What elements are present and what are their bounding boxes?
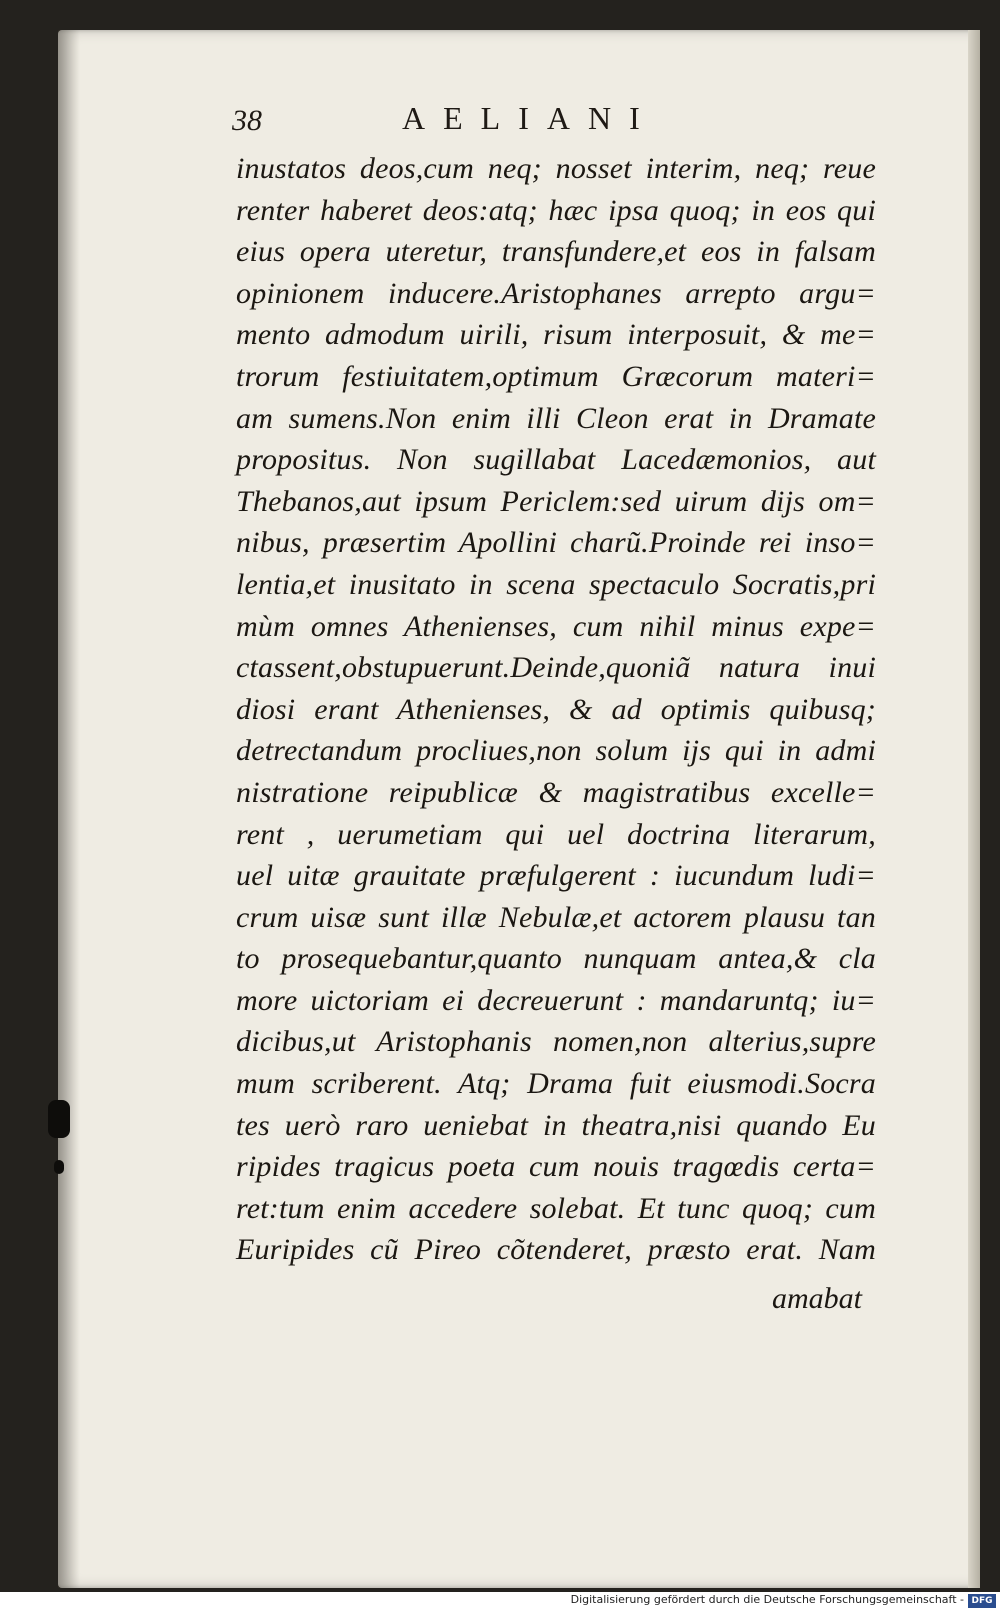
text-line: mento admodum uirili, risum interposuit, & me= [236, 318, 876, 352]
body-text [236, 148, 876, 1271]
text-line: mùm omnes Athenienses, cum nihil minus expe= [236, 609, 876, 643]
text-line: lentia,et inusitato in scena spectaculo Socratis,pri [236, 567, 876, 601]
text-line: to prosequebantur,quanto nunquam antea,& cla [236, 942, 876, 976]
footer-bar [0, 1592, 1000, 1611]
spine-shadow [58, 30, 80, 1588]
text-line: eius opera uteretur, transfundere,et eos in falsam [236, 235, 876, 269]
text-line: Euripides cũ Pireo cõtenderet, præsto erat. Nam [236, 1233, 876, 1267]
text-line: nibus, præsertim Apollini charũ.Proinde rei inso= [236, 526, 876, 560]
text-line: propositus. Non sugillabat Lacedæmonios, aut [236, 443, 876, 477]
text-line: inustatos deos,cum neq; nosset interim, neq; reue [236, 152, 876, 185]
dfg-logo: DFG [968, 1594, 996, 1608]
text-line: mum scriberent. Atq; Drama fuit eiusmodi.Socra [236, 1067, 876, 1101]
page-number: 38 [232, 104, 262, 137]
text-line: ripides tragicus poeta cum nouis tragœdis certa= [236, 1150, 876, 1184]
binding-mark [48, 1100, 70, 1138]
text-line: tes uerò raro ueniebat in theatra,nisi quando Eu [236, 1108, 876, 1142]
binding-mark-small [54, 1160, 64, 1174]
text-line: diosi erant Athenienses, & ad optimis quibusq; [236, 692, 876, 726]
text-line: renter haberet deos:atq; hæc ipsa quoq; in eos qui [236, 193, 876, 227]
text-line: dicibus,ut Aristophanis nomen,non alterius,supre [236, 1025, 876, 1059]
text-line: uel uitæ grauitate præfulgerent : iucundum ludi= [236, 859, 876, 893]
funding-credit: Digitalisierung gefördert durch die Deutsche Forschungsgemeinschaft - [570, 1593, 964, 1606]
text-line: ctassent,obstupuerunt.Deinde,quoniã natura inui [236, 651, 876, 685]
running-title: AELIANI [402, 100, 658, 136]
text-line: rent , uerumetiam qui uel doctrina literarum, [236, 817, 876, 851]
text-line: more uictoriam ei decreuerunt : mandaruntq; iu= [236, 983, 876, 1017]
text-line: am sumens.Non enim illi Cleon erat in Dramate [236, 401, 876, 435]
text-line: opinionem inducere.Aristophanes arrepto argu= [236, 276, 876, 310]
text-line: trorum festiuitatem,optimum Græcorum materi= [236, 359, 876, 393]
page-edge [968, 30, 980, 1588]
text-line: ret:tum enim accedere solebat. Et tunc quoq; cum [236, 1191, 876, 1225]
text-line: Thebanos,aut ipsum Periclem:sed uirum dijs om= [236, 484, 876, 518]
text-line: detrectandum procliues,non solum ijs qui in admi [236, 734, 876, 768]
text-line: nistratione reipublicæ & magistratibus excelle= [236, 775, 876, 809]
running-head [232, 100, 752, 144]
catchword: amabat [772, 1282, 862, 1315]
text-line: crum uisæ sunt illæ Nebulæ,et actorem plausu tan [236, 900, 876, 934]
